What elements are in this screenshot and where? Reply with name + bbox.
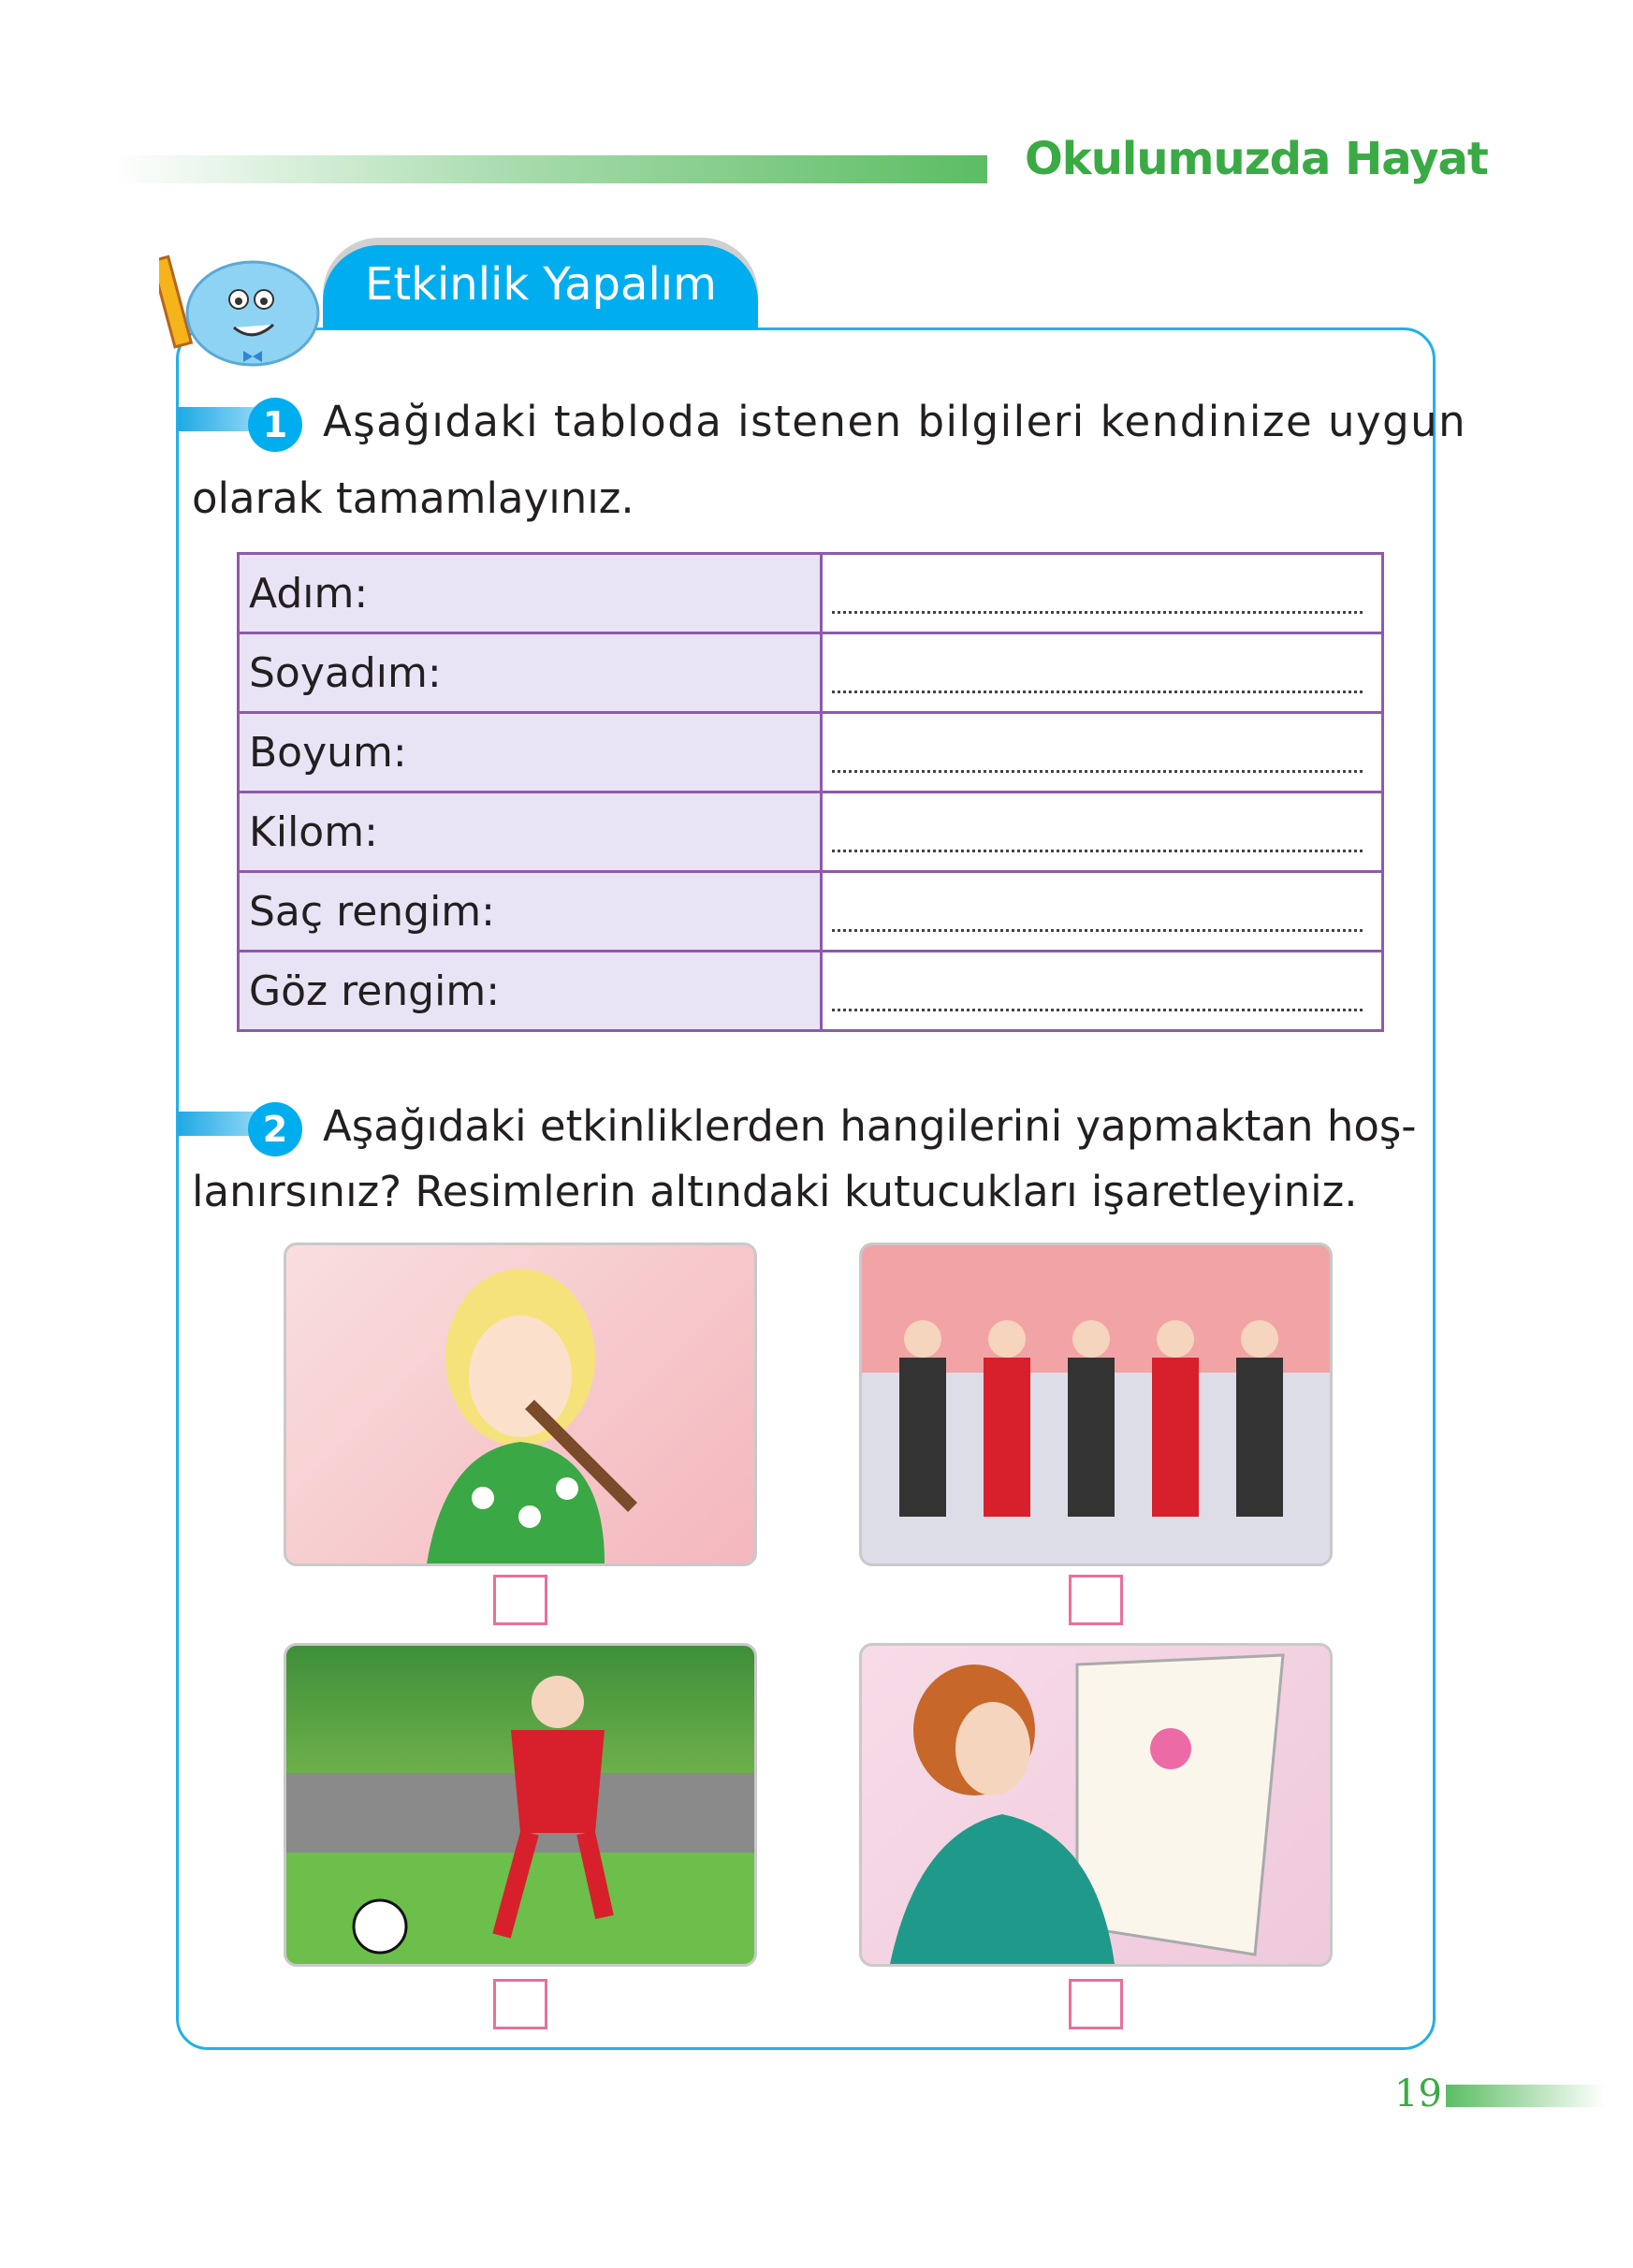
q1-text-line1: Aşağıdaki tabloda istenen bilgileri kendinize uygun	[323, 397, 1467, 446]
row-label: Saç rengim:	[239, 872, 822, 952]
footer-gradient-bar	[1446, 2085, 1605, 2107]
page-number: 19	[1394, 2072, 1442, 2115]
table-row	[239, 872, 1383, 952]
question-1	[248, 385, 1466, 458]
folk-dance-checkbox[interactable]	[1069, 1575, 1123, 1625]
answer-field[interactable]	[822, 713, 1383, 792]
painting-image	[859, 1643, 1333, 1967]
q1-number-badge: 1	[248, 398, 302, 452]
section-tab-label: Etkinlik Yapalım	[365, 258, 717, 311]
row-label: Göz rengim:	[239, 952, 822, 1031]
football-image	[284, 1643, 757, 1967]
header-gradient-bar	[112, 155, 987, 183]
table-row	[239, 713, 1383, 792]
table-row	[239, 952, 1383, 1031]
answer-field[interactable]	[822, 792, 1383, 872]
answer-field[interactable]	[822, 554, 1383, 633]
table-row	[239, 554, 1383, 633]
painting-checkbox[interactable]	[1069, 1979, 1123, 2029]
football-checkbox[interactable]	[493, 1979, 547, 2029]
row-label: Adım:	[239, 554, 822, 633]
unit-title: Okulumuzda Hayat	[1025, 133, 1488, 185]
row-label: Soyadım:	[239, 633, 822, 713]
personal-info-table	[237, 552, 1384, 1032]
answer-field[interactable]	[822, 872, 1383, 952]
q1-text-line2: olarak tamamlayınız.	[192, 473, 634, 523]
folk-dance-image	[859, 1243, 1333, 1566]
question-2	[248, 1090, 1417, 1163]
q2-number-badge: 2	[248, 1102, 302, 1156]
q2-text-line2: lanırsınız? Resimlerin altındaki kutucukları işaretleyiniz.	[192, 1167, 1358, 1216]
answer-field[interactable]	[822, 952, 1383, 1031]
flute-checkbox[interactable]	[493, 1575, 547, 1625]
row-label: Kilom:	[239, 792, 822, 872]
flute-playing-image	[284, 1243, 757, 1566]
q2-text-line1: Aşağıdaki etkinliklerden hangilerini yapmaktan hoş-	[323, 1101, 1417, 1151]
table-row	[239, 633, 1383, 713]
row-label: Boyum:	[239, 713, 822, 792]
cloud-mascot-icon	[159, 239, 346, 379]
section-tab	[323, 245, 758, 329]
answer-field[interactable]	[822, 633, 1383, 713]
table-row	[239, 792, 1383, 872]
